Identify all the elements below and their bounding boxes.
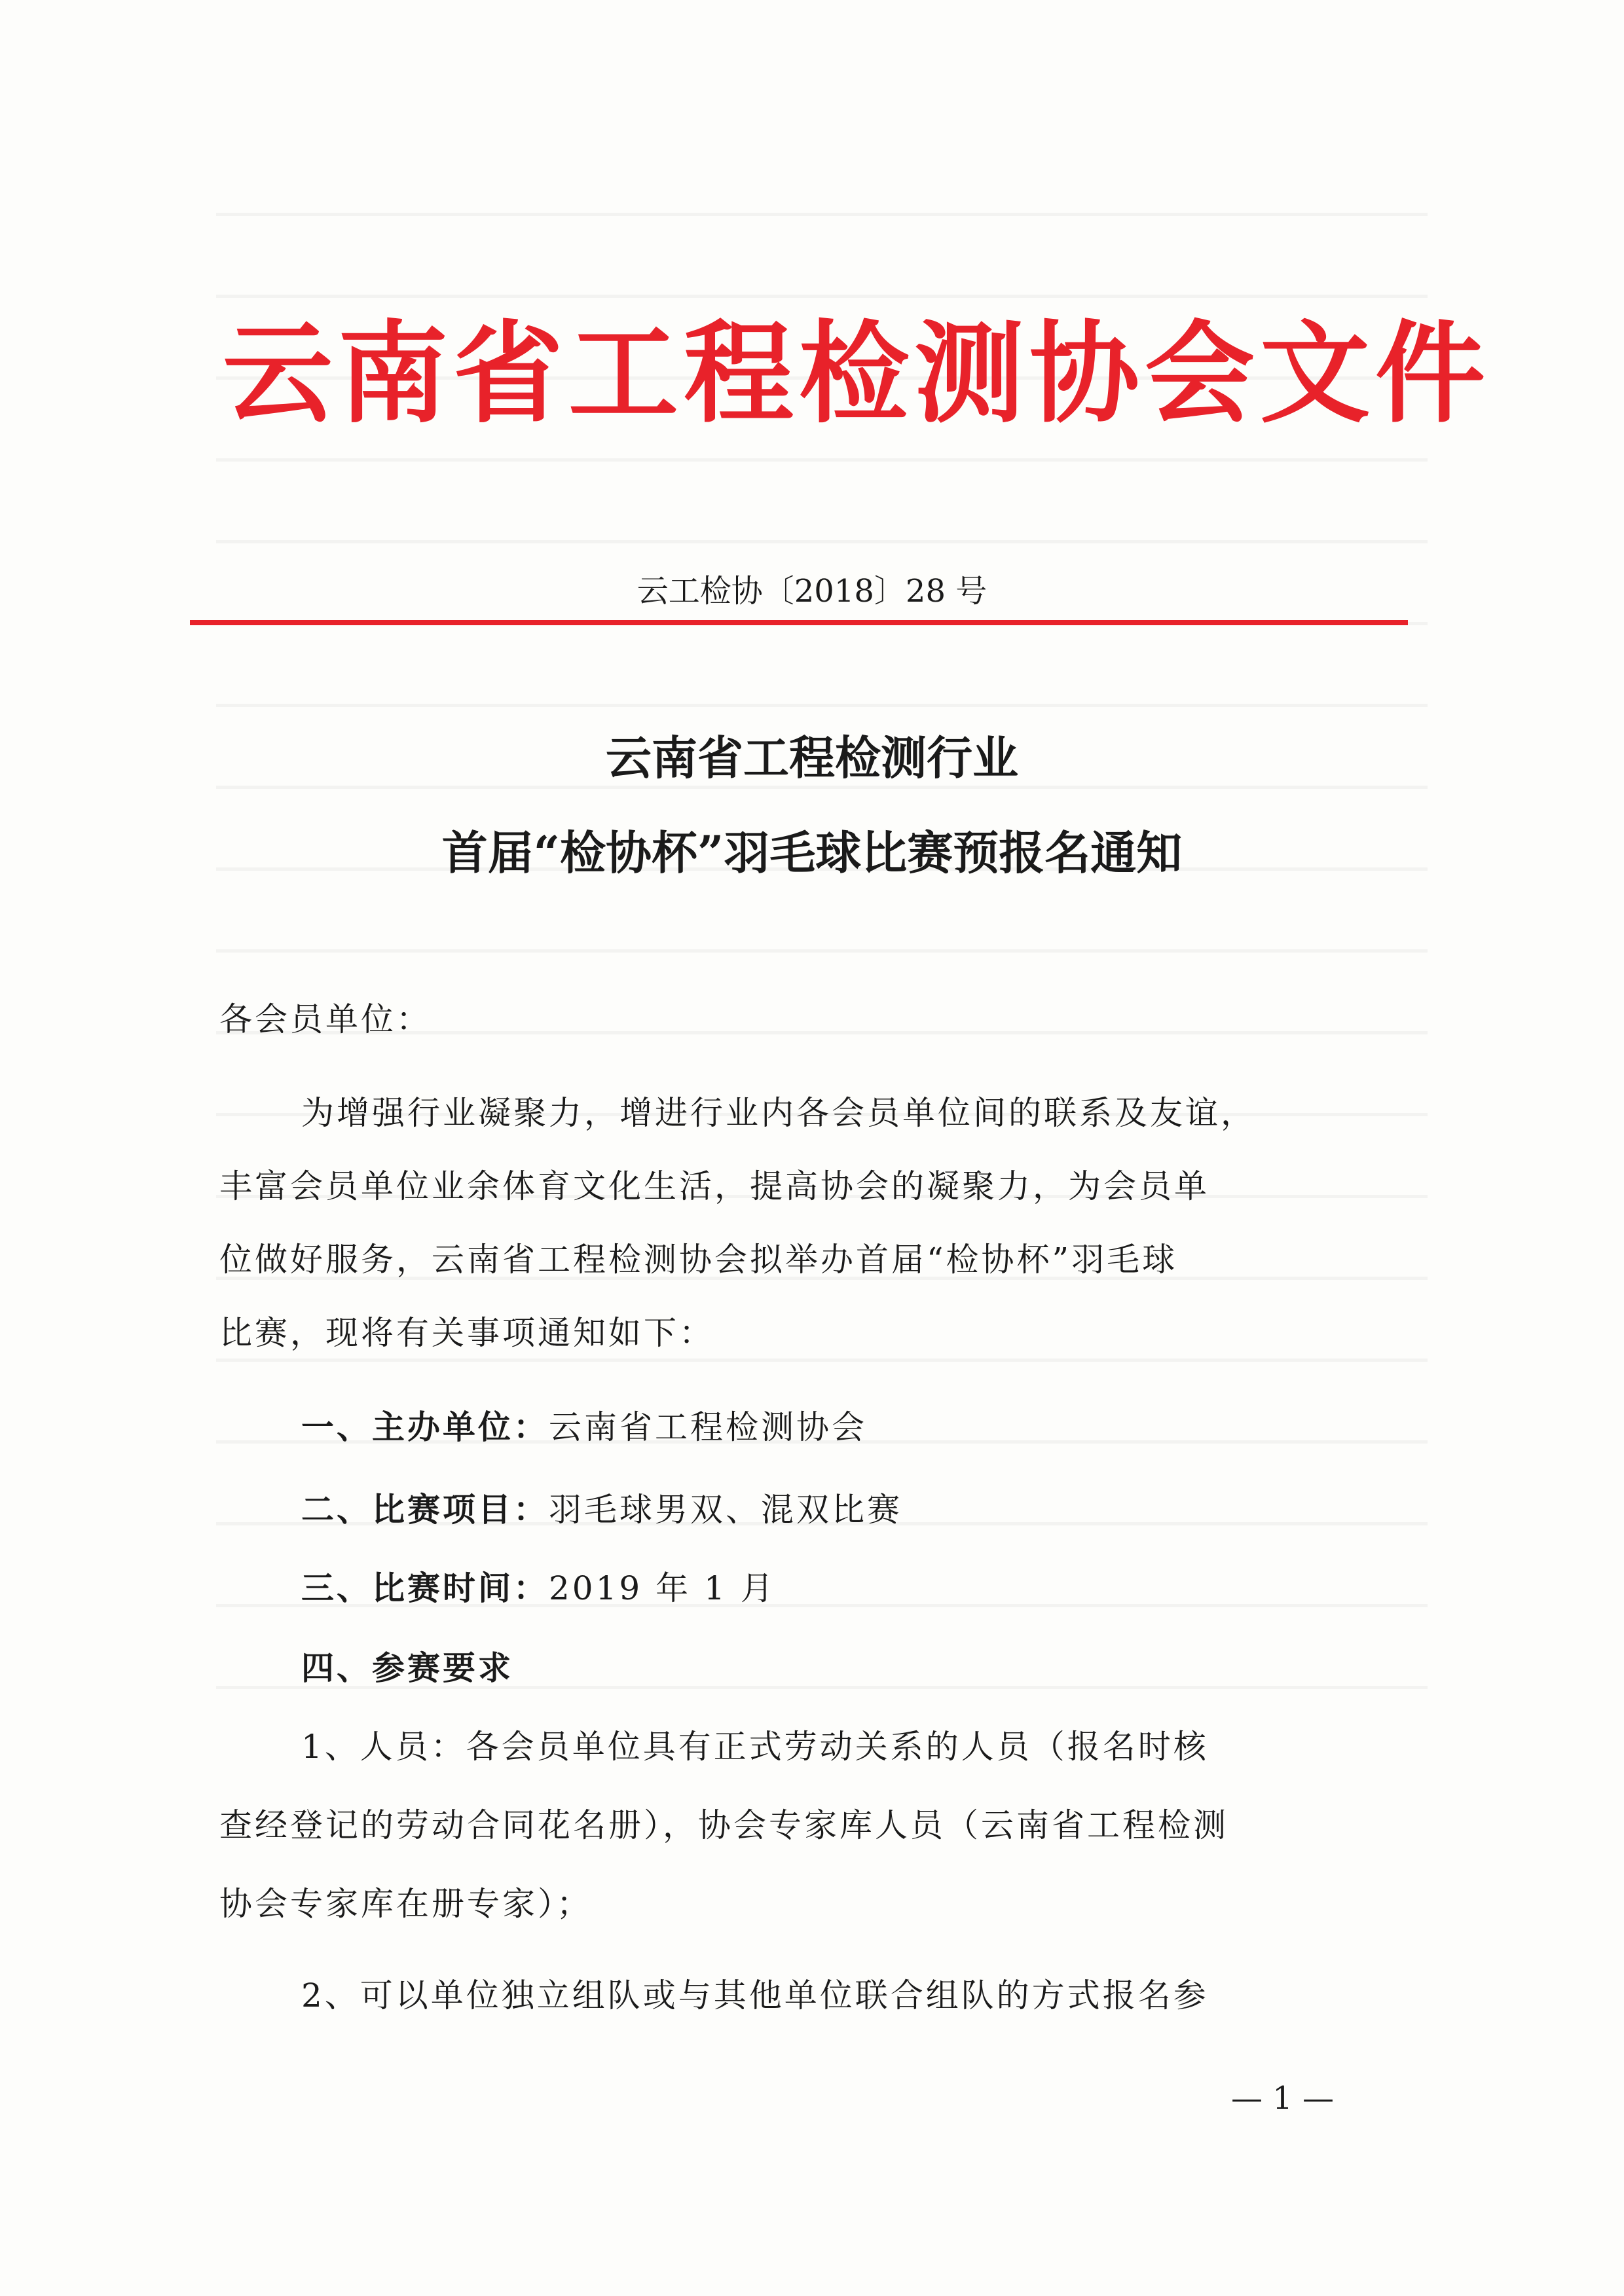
section-events <box>301 1484 902 1536</box>
section-time <box>301 1562 776 1614</box>
intro-line-2: 丰富会员单位业余体育文化生活，提高协会的凝聚力，为会员单 <box>219 1167 1209 1205</box>
requirement-line-2: 查经登记的劳动合同花名册），协会专家库人员（云南省工程检测 <box>219 1806 1228 1844</box>
requirement-line-4: 2、可以单位独立组队或与其他单位联合组队的方式报名参 <box>301 1977 1209 2014</box>
org-title: 云南省工程检测协会文件 <box>223 308 1490 438</box>
section-value: 羽毛球男双、混双比赛 <box>549 1491 902 1529</box>
notice-title-line2: 首届“检协杯”羽毛球比赛预报名通知 <box>441 826 1183 880</box>
section-label: 一、主办单位： <box>301 1408 549 1446</box>
section-value: 云南省工程检测协会 <box>549 1408 867 1446</box>
notice-title-line1: 云南省工程检测行业 <box>606 731 1018 785</box>
requirement-line-1: 1、人员：各会员单位具有正式劳动关系的人员（报名时核 <box>301 1728 1209 1766</box>
intro-line-1: 为增强行业凝聚力，增进行业内各会员单位间的联系及友谊， <box>301 1094 1256 1132</box>
intro-line-3: 位做好服务，云南省工程检测协会拟举办首届“检协杯”羽毛球 <box>219 1241 1178 1279</box>
red-divider <box>190 620 1408 625</box>
section-label: 四、参赛要求 <box>301 1649 513 1687</box>
intro-line-4: 比赛，现将有关事项通知如下： <box>219 1314 714 1352</box>
section-requirements <box>301 1642 513 1694</box>
section-label: 三、比赛时间： <box>301 1569 549 1607</box>
page-number: — 1 — <box>1231 2080 1335 2117</box>
salutation: 各会员单位： <box>219 1000 432 1038</box>
document-number: 云工检协〔2018〕28 号 <box>637 573 987 610</box>
section-value: 2019 年 1 月 <box>549 1569 776 1607</box>
requirement-line-3: 协会专家库在册专家）； <box>219 1885 592 1923</box>
section-label: 二、比赛项目： <box>301 1490 549 1529</box>
section-organizer <box>301 1401 867 1453</box>
